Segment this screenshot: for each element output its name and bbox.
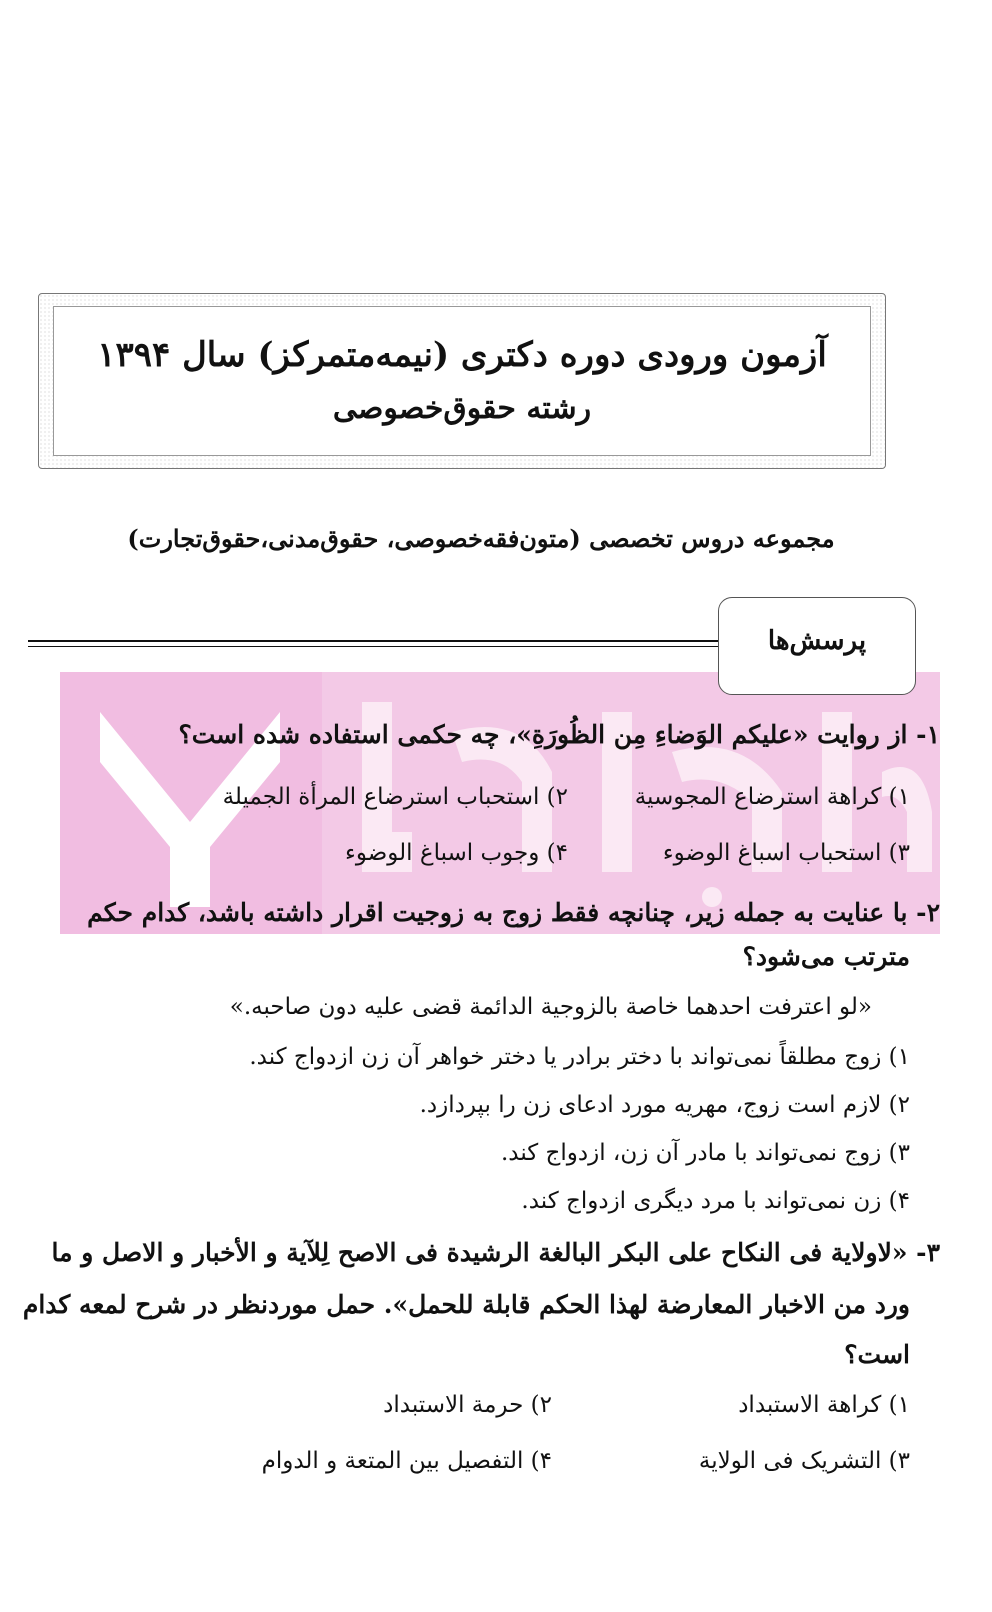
q2-option-2: ۲) لازم است زوج، مهریه مورد ادعای زن را بپردازد.	[419, 1092, 910, 1118]
question-3-text-line3: است؟	[844, 1340, 910, 1369]
question-1-text: ۱- از روایت «علیکم الوَضاءِ مِن الظُورَةِ»، چه حکمی استفاده شده است؟	[178, 720, 940, 749]
question-3-text-line1: ۳- «لاولایة فی النکاح علی البکر البالغة الرشیدة فی الاصح لِلآیة و الأخبار و الاصل و ما	[51, 1238, 940, 1267]
question-3-text-line2: ورد من الاخبار المعارضة لهذا الحکم قابلة للحمل». حمل موردنظر در شرح لمعه کدام	[22, 1290, 910, 1319]
question-2-text-line1: ۲- با عنایت به جمله زیر، چنانچه فقط زوج به زوجیت اقرار داشته باشد، کدام حکم	[87, 898, 940, 927]
section-tab	[718, 597, 916, 695]
q3-option-4: ۴) التفصیل بین المتعة و الدوام	[261, 1448, 552, 1474]
q3-option-1: ۱) کراهة الاستبداد	[738, 1392, 910, 1418]
question-2-text-line2: مترتب می‌شود؟	[742, 942, 910, 971]
title-box	[38, 293, 886, 469]
exam-title: آزمون ورودی دوره دکتری (نیمه‌متمرکز) سال ۱۳۹۴	[97, 335, 827, 375]
q1-option-4: ۴) وجوب اسباغ الوضوء	[345, 840, 568, 866]
exam-subtitle: مجموعه دروس تخصصی (متون‌فقه‌خصوصی، حقوق‌مدنی،حقوق‌تجارت)	[127, 524, 835, 553]
section-rule-top	[28, 640, 720, 642]
q3-option-2: ۲) حرمة الاستبداد	[383, 1392, 552, 1418]
q2-option-1: ۱) زوج مطلقاً نمی‌تواند با دختر برادر یا دختر خواهر آن زن ازدواج کند.	[249, 1044, 910, 1070]
q1-option-2: ۲) استحباب استرضاع المرأة الجمیلة	[222, 784, 568, 810]
section-rule-bottom	[28, 646, 720, 647]
section-tab-label: پرسش‌ها	[767, 626, 867, 656]
exam-field-title: رشته حقوق‌خصوصی	[332, 391, 592, 426]
q2-option-4: ۴) زن نمی‌تواند با مرد دیگری ازدواج کند.	[521, 1188, 910, 1214]
title-box-inner	[53, 306, 871, 456]
q1-option-1: ۱) کراهة استرضاع المجوسیة	[634, 784, 910, 810]
q3-option-3: ۳) التشریک فی الولایة	[698, 1448, 910, 1474]
q1-option-3: ۳) استحباب اسباغ الوضوء	[662, 840, 910, 866]
q2-quote: «لو اعترفت احدهما خاصة بالزوجیة الدائمة قضی علیه دون صاحبه.»	[229, 994, 872, 1020]
q2-option-3: ۳) زوج نمی‌تواند با مادر آن زن، ازدواج کند.	[500, 1140, 910, 1166]
